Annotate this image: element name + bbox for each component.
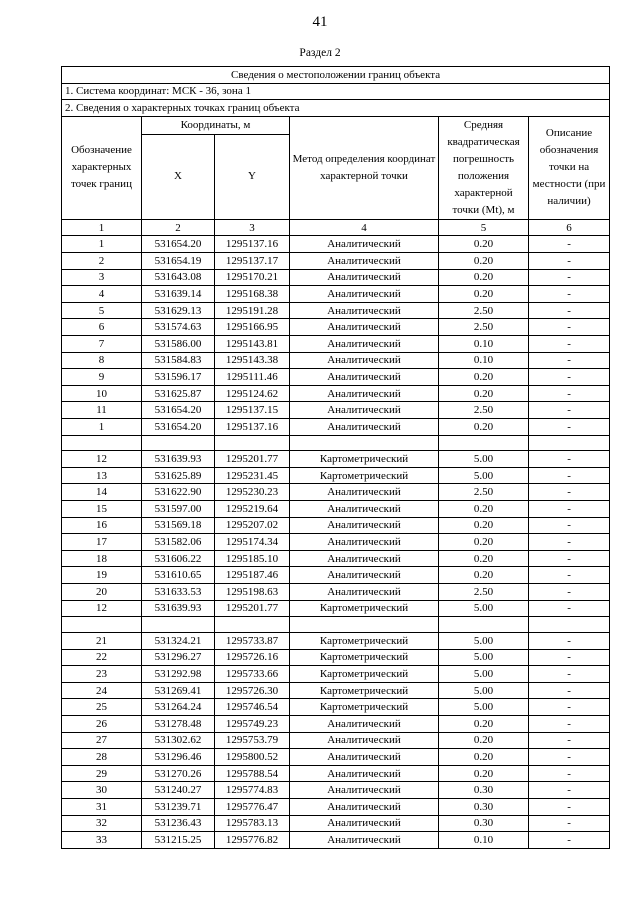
x-coordinate-cell: 531296.46 [142,749,215,766]
description-cell: - [529,269,610,286]
table-row [62,252,610,269]
description-cell: - [529,501,610,518]
header-method: Метод определения координат характерной точки [290,116,439,219]
method-cell: Аналитический [290,319,439,336]
description-cell: - [529,699,610,716]
y-coordinate-cell: 1295166.95 [215,319,290,336]
x-coordinate-cell: 531278.48 [142,716,215,733]
y-coordinate-cell: 1295137.17 [215,252,290,269]
description-cell: - [529,782,610,799]
section-title: Раздел 2 [299,47,341,59]
column-number: 3 [215,219,290,236]
y-coordinate-cell: 1295783.13 [215,815,290,832]
description-cell: - [529,732,610,749]
method-cell: Картометрический [290,467,439,484]
description-cell: - [529,252,610,269]
page-number: 41 [312,14,328,30]
method-cell: Аналитический [290,716,439,733]
error-cell: 0.20 [439,385,529,402]
x-coordinate-cell: 531584.83 [142,352,215,369]
separator-row [62,435,610,451]
table-row [62,286,610,303]
method-cell: Аналитический [290,286,439,303]
point-number-cell: 2 [62,252,142,269]
description-cell: - [529,451,610,468]
error-cell: 0.30 [439,782,529,799]
error-cell: 0.20 [439,269,529,286]
point-number-cell: 1 [62,236,142,253]
y-coordinate-cell: 1295774.83 [215,782,290,799]
point-number-cell: 21 [62,633,142,650]
method-cell: Аналитический [290,517,439,534]
y-coordinate-cell: 1295124.62 [215,385,290,402]
point-number-cell: 23 [62,666,142,683]
error-cell: 0.20 [439,501,529,518]
point-number-cell: 19 [62,567,142,584]
x-coordinate-cell: 531639.14 [142,286,215,303]
point-number-cell: 7 [62,335,142,352]
method-cell: Аналитический [290,550,439,567]
error-cell: 5.00 [439,666,529,683]
point-number-cell: 12 [62,600,142,617]
table-title: Сведения о местоположении границ объекта [62,67,610,84]
table-row [62,666,610,683]
error-cell: 0.20 [439,716,529,733]
x-coordinate-cell: 531639.93 [142,451,215,468]
y-coordinate-cell: 1295187.46 [215,567,290,584]
method-cell: Аналитический [290,782,439,799]
description-cell: - [529,682,610,699]
error-cell: 2.50 [439,402,529,419]
y-coordinate-cell: 1295219.64 [215,501,290,518]
y-coordinate-cell: 1295733.87 [215,633,290,650]
point-number-cell: 30 [62,782,142,799]
method-cell: Аналитический [290,832,439,849]
x-coordinate-cell: 531296.27 [142,649,215,666]
method-cell: Аналитический [290,418,439,435]
table-row [62,269,610,286]
description-cell: - [529,798,610,815]
description-cell: - [529,584,610,601]
error-cell: 2.50 [439,584,529,601]
point-number-cell: 14 [62,484,142,501]
description-cell: - [529,369,610,386]
description-cell [529,617,610,633]
error-cell: 0.20 [439,252,529,269]
table-row [62,649,610,666]
table-row [62,352,610,369]
description-cell: - [529,666,610,683]
method-cell: Аналитический [290,302,439,319]
header-error: Средняя квадратическая погрешность положения характерной точки (Mt), м [439,116,529,219]
description-cell: - [529,319,610,336]
error-cell: 0.10 [439,352,529,369]
method-cell: Аналитический [290,584,439,601]
point-number-cell: 4 [62,286,142,303]
y-coordinate-cell: 1295749.23 [215,716,290,733]
y-coordinate-cell: 1295776.47 [215,798,290,815]
error-cell: 0.20 [439,418,529,435]
description-cell: - [529,335,610,352]
description-cell: - [529,302,610,319]
header-coordinates: Координаты, м [142,116,290,134]
point-number-cell: 29 [62,765,142,782]
error-cell: 0.20 [439,517,529,534]
description-cell: - [529,385,610,402]
y-coordinate-cell: 1295753.79 [215,732,290,749]
table-row [62,567,610,584]
table-row [62,369,610,386]
point-number-cell: 13 [62,467,142,484]
error-cell: 0.20 [439,550,529,567]
x-coordinate-cell: 531324.21 [142,633,215,650]
x-coordinate-cell: 531574.63 [142,319,215,336]
y-coordinate-cell [215,435,290,451]
x-coordinate-cell: 531625.89 [142,467,215,484]
table-row [62,402,610,419]
x-coordinate-cell: 531586.00 [142,335,215,352]
method-cell [290,435,439,451]
method-cell: Аналитический [290,567,439,584]
table-row [62,467,610,484]
table-row [62,236,610,253]
description-cell: - [529,765,610,782]
x-coordinate-cell: 531264.24 [142,699,215,716]
description-cell: - [529,484,610,501]
y-coordinate-cell: 1295726.16 [215,649,290,666]
method-cell: Картометрический [290,666,439,683]
error-cell [439,435,529,451]
error-cell [439,617,529,633]
method-cell: Аналитический [290,269,439,286]
x-coordinate-cell: 531239.71 [142,798,215,815]
table-row [62,832,610,849]
y-coordinate-cell: 1295137.16 [215,418,290,435]
point-number-cell: 22 [62,649,142,666]
table-row [62,534,610,551]
y-coordinate-cell: 1295788.54 [215,765,290,782]
method-cell: Аналитический [290,749,439,766]
y-coordinate-cell [215,617,290,633]
error-cell: 0.20 [439,749,529,766]
x-coordinate-cell: 531240.27 [142,782,215,799]
header-description: Описание обозначения точки на местности (при наличии) [529,116,610,219]
x-coordinate-cell: 531236.43 [142,815,215,832]
x-coordinate-cell: 531625.87 [142,385,215,402]
point-number-cell: 11 [62,402,142,419]
y-coordinate-cell: 1295137.16 [215,236,290,253]
point-number-cell: 3 [62,269,142,286]
method-cell: Картометрический [290,682,439,699]
x-coordinate-cell: 531654.20 [142,418,215,435]
y-coordinate-cell: 1295733.66 [215,666,290,683]
column-number: 5 [439,219,529,236]
y-coordinate-cell: 1295201.77 [215,600,290,617]
description-cell: - [529,352,610,369]
point-number-cell: 32 [62,815,142,832]
y-coordinate-cell: 1295174.34 [215,534,290,551]
description-cell: - [529,402,610,419]
point-number-cell: 25 [62,699,142,716]
table-row [62,451,610,468]
coordinate-system: 1. Система координат: МСК - 36, зона 1 [62,83,610,100]
points-section-title: 2. Сведения о характерных точках границ объекта [62,100,610,117]
point-number-cell: 33 [62,832,142,849]
error-cell: 0.20 [439,286,529,303]
header-y: Y [215,135,290,220]
y-coordinate-cell: 1295191.28 [215,302,290,319]
point-number-cell: 5 [62,302,142,319]
method-cell: Аналитический [290,815,439,832]
description-cell: - [529,467,610,484]
point-number-cell: 24 [62,682,142,699]
point-number-cell: 20 [62,584,142,601]
x-coordinate-cell: 531582.06 [142,534,215,551]
x-coordinate-cell: 531622.90 [142,484,215,501]
description-cell: - [529,815,610,832]
description-cell: - [529,716,610,733]
column-numbers-row [62,219,610,236]
table-row [62,418,610,435]
method-cell: Картометрический [290,451,439,468]
method-cell [290,617,439,633]
column-number: 6 [529,219,610,236]
table-row [62,716,610,733]
description-cell: - [529,633,610,650]
error-cell: 0.30 [439,798,529,815]
error-cell: 5.00 [439,649,529,666]
description-cell: - [529,749,610,766]
x-coordinate-cell: 531292.98 [142,666,215,683]
y-coordinate-cell: 1295198.63 [215,584,290,601]
point-number-cell: 16 [62,517,142,534]
x-coordinate-cell: 531639.93 [142,600,215,617]
table-row [62,484,610,501]
method-cell: Аналитический [290,236,439,253]
y-coordinate-cell: 1295230.23 [215,484,290,501]
method-cell: Аналитический [290,369,439,386]
x-coordinate-cell: 531654.20 [142,236,215,253]
y-coordinate-cell: 1295776.82 [215,832,290,849]
method-cell: Аналитический [290,501,439,518]
y-coordinate-cell: 1295201.77 [215,451,290,468]
y-coordinate-cell: 1295726.30 [215,682,290,699]
description-cell: - [529,600,610,617]
method-cell: Аналитический [290,335,439,352]
error-cell: 5.00 [439,682,529,699]
x-coordinate-cell: 531643.08 [142,269,215,286]
error-cell: 2.50 [439,484,529,501]
error-cell: 0.20 [439,732,529,749]
point-number-cell: 12 [62,451,142,468]
y-coordinate-cell: 1295800.52 [215,749,290,766]
method-cell: Аналитический [290,484,439,501]
error-cell: 2.50 [439,302,529,319]
table-row [62,319,610,336]
x-coordinate-cell: 531302.62 [142,732,215,749]
table-row [62,815,610,832]
table-row [62,633,610,650]
x-coordinate-cell: 531606.22 [142,550,215,567]
error-cell: 5.00 [439,451,529,468]
y-coordinate-cell: 1295168.38 [215,286,290,303]
x-coordinate-cell: 531654.20 [142,402,215,419]
x-coordinate-cell: 531269.41 [142,682,215,699]
y-coordinate-cell: 1295111.46 [215,369,290,386]
description-cell: - [529,517,610,534]
description-cell: - [529,418,610,435]
point-number-cell: 26 [62,716,142,733]
method-cell: Картометрический [290,600,439,617]
description-cell: - [529,649,610,666]
method-cell: Аналитический [290,252,439,269]
error-cell: 0.20 [439,534,529,551]
error-cell: 5.00 [439,699,529,716]
point-number-cell [62,617,142,633]
x-coordinate-cell: 531215.25 [142,832,215,849]
method-cell: Аналитический [290,352,439,369]
description-cell [529,435,610,451]
header-x: X [142,135,215,220]
y-coordinate-cell: 1295143.38 [215,352,290,369]
x-coordinate-cell: 531596.17 [142,369,215,386]
table-row [62,335,610,352]
point-number-cell: 8 [62,352,142,369]
table-row [62,732,610,749]
boundary-points-table [61,66,610,849]
y-coordinate-cell: 1295170.21 [215,269,290,286]
table-row [62,302,610,319]
point-number-cell: 9 [62,369,142,386]
description-cell: - [529,534,610,551]
table-row [62,798,610,815]
point-number-cell: 31 [62,798,142,815]
description-cell: - [529,550,610,567]
table-row [62,782,610,799]
x-coordinate-cell [142,617,215,633]
table-row [62,517,610,534]
y-coordinate-cell: 1295231.45 [215,467,290,484]
error-cell: 0.20 [439,567,529,584]
y-coordinate-cell: 1295137.15 [215,402,290,419]
method-cell: Картометрический [290,633,439,650]
separator-row [62,617,610,633]
method-cell: Аналитический [290,798,439,815]
table-row [62,600,610,617]
method-cell: Аналитический [290,385,439,402]
table-row [62,682,610,699]
table-row [62,765,610,782]
error-cell: 2.50 [439,319,529,336]
error-cell: 0.20 [439,236,529,253]
table-row [62,584,610,601]
point-number-cell: 10 [62,385,142,402]
description-cell: - [529,286,610,303]
method-cell: Аналитический [290,402,439,419]
point-number-cell: 18 [62,550,142,567]
x-coordinate-cell [142,435,215,451]
point-number-cell: 6 [62,319,142,336]
table-row [62,501,610,518]
method-cell: Аналитический [290,765,439,782]
x-coordinate-cell: 531610.65 [142,567,215,584]
method-cell: Картометрический [290,649,439,666]
x-coordinate-cell: 531654.19 [142,252,215,269]
description-cell: - [529,236,610,253]
description-cell: - [529,832,610,849]
table-row [62,749,610,766]
x-coordinate-cell: 531629.13 [142,302,215,319]
error-cell: 0.20 [439,369,529,386]
column-number: 4 [290,219,439,236]
x-coordinate-cell: 531270.26 [142,765,215,782]
point-number-cell: 17 [62,534,142,551]
y-coordinate-cell: 1295207.02 [215,517,290,534]
y-coordinate-cell: 1295185.10 [215,550,290,567]
x-coordinate-cell: 531633.53 [142,584,215,601]
error-cell: 5.00 [439,600,529,617]
error-cell: 0.10 [439,832,529,849]
error-cell: 5.00 [439,633,529,650]
x-coordinate-cell: 531597.00 [142,501,215,518]
table-row [62,385,610,402]
point-number-cell: 28 [62,749,142,766]
description-cell: - [529,567,610,584]
method-cell: Картометрический [290,699,439,716]
point-number-cell: 15 [62,501,142,518]
error-cell: 5.00 [439,467,529,484]
error-cell: 0.20 [439,765,529,782]
column-number: 1 [62,219,142,236]
point-number-cell: 1 [62,418,142,435]
y-coordinate-cell: 1295746.54 [215,699,290,716]
point-number-cell: 27 [62,732,142,749]
table-row [62,550,610,567]
y-coordinate-cell: 1295143.81 [215,335,290,352]
method-cell: Аналитический [290,534,439,551]
error-cell: 0.30 [439,815,529,832]
method-cell: Аналитический [290,732,439,749]
point-number-cell [62,435,142,451]
table-row [62,699,610,716]
error-cell: 0.10 [439,335,529,352]
x-coordinate-cell: 531569.18 [142,517,215,534]
header-designation: Обозначение характерных точек границ [62,116,142,219]
column-number: 2 [142,219,215,236]
